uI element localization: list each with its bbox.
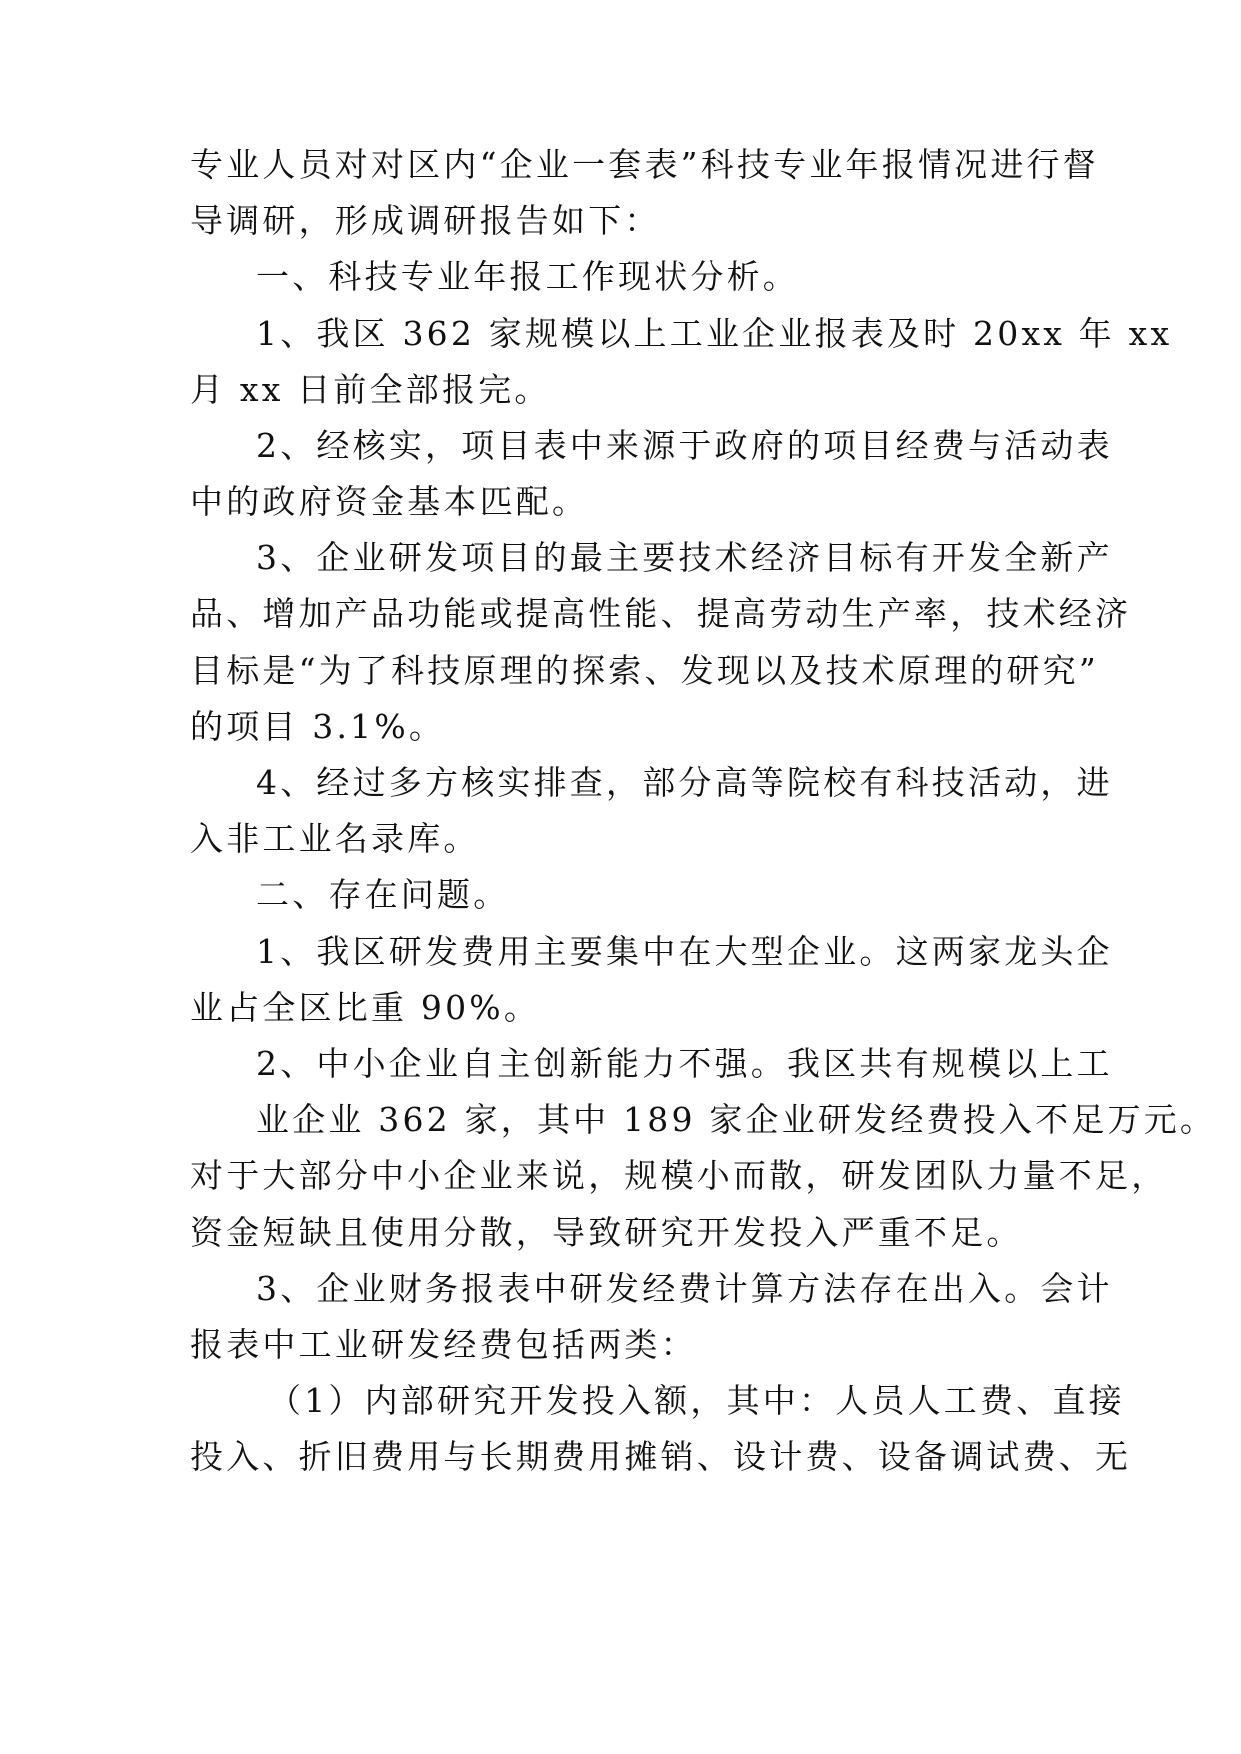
- text-line: 中的政府资金基本匹配。: [190, 482, 589, 521]
- section-heading: 二、存在问题。: [256, 875, 510, 914]
- text-line: 3、企业财务报表中研发经费计算方法存在出入。会计: [256, 1269, 1113, 1308]
- text-line: 2、经核实，项目表中来源于政府的项目经费与活动表: [256, 426, 1113, 465]
- text-line: 月 xx 日前全部报完。: [190, 370, 551, 409]
- text-line: 1、我区 362 家规模以上工业企业报表及时 20xx 年 xx: [256, 314, 1173, 353]
- text-line: 对于大部分中小企业来说，规模小而散，研发团队力量不足，: [190, 1156, 1168, 1195]
- text-line: 业企业 362 家，其中 189 家企业研发经费投入不足万元。: [256, 1100, 1217, 1139]
- text-line: 3、企业研发项目的最主要技术经济目标有开发全新产: [256, 538, 1113, 577]
- text-line: 2、中小企业自主创新能力不强。我区共有规模以上工: [256, 1044, 1113, 1083]
- text-line: 业占全区比重 90%。: [190, 988, 541, 1027]
- text-line: 导调研，形成调研报告如下：: [190, 201, 661, 240]
- text-line: 投入、折旧费用与长期费用摊销、设计费、设备调试费、无: [190, 1437, 1132, 1476]
- text-line: 1、我区研发费用主要集中在大型企业。这两家龙头企: [256, 932, 1113, 971]
- text-line: 报表中工业研发经费包括两类：: [190, 1325, 697, 1364]
- text-line: 资金短缺且使用分散，导致研究开发投入严重不足。: [190, 1213, 1023, 1252]
- text-line: （1）内部研究开发投入额，其中：人员人工费、直接: [268, 1381, 1125, 1420]
- text-line: 入非工业名录库。: [190, 819, 480, 858]
- section-heading: 一、科技专业年报工作现状分析。: [256, 257, 799, 296]
- text-line: 目标是“为了科技原理的探索、发现以及技术原理的研究”: [190, 651, 1099, 690]
- text-line: 品、增加产品功能或提高性能、提高劳动生产率，技术经济: [190, 594, 1132, 633]
- text-line: 的项目 3.1%。: [190, 707, 446, 746]
- text-line: 4、经过多方核实排查，部分高等院校有科技活动，进: [256, 763, 1113, 802]
- text-line: 专业人员对对区内“企业一套表”科技专业年报情况进行督: [190, 145, 1099, 184]
